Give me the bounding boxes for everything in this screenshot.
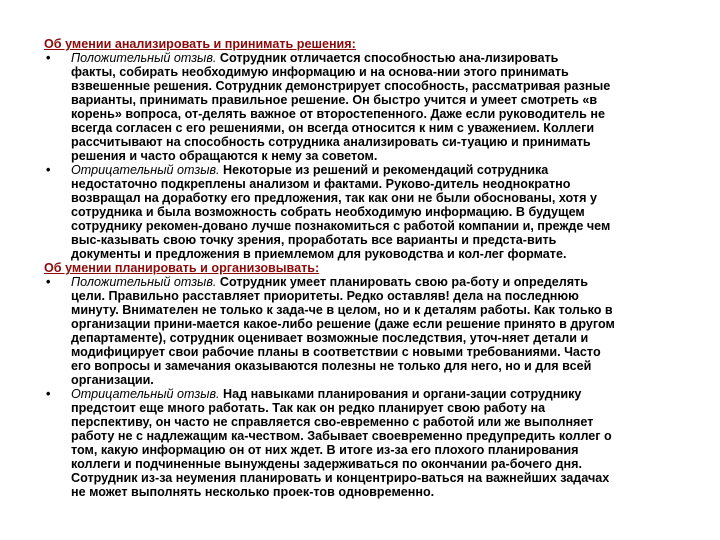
text-line: работу не с надлежащим ка-чеством. Забывает своевременно предупредить коллег о	[71, 429, 612, 443]
list-item-negative-review	[44, 387, 684, 499]
text-line: предстоит еще много работать. Так как он редко планирует свою работу на	[71, 401, 546, 415]
text-line: выс-казывать свою точку зрения, проработать все варианты и предста-вить	[71, 233, 557, 247]
text-line: коллеги и подчиненные вынуждены задерживаться по окончании ра-бочего дня.	[71, 457, 582, 471]
list-item-positive-review	[44, 51, 684, 163]
bullet-icon: •	[46, 163, 51, 177]
text-line: Сотрудник умеет планировать свою ра-боту и определять	[216, 275, 588, 289]
list-item-positive-review	[44, 275, 684, 387]
text-line: документы и предложения в приемлемом для руководства и кол-лег формате.	[71, 247, 567, 261]
bullet-icon: •	[46, 387, 51, 401]
text-line: Некоторые из решений и рекомендаций сотрудника	[219, 163, 549, 177]
text-line: Над навыками планирования и органи-зации сотруднику	[219, 387, 582, 401]
text-line: Сотрудник отличается способностью ана-лизировать	[216, 51, 559, 65]
text-line: цели. Правильно расставляет приоритеты. Редко оставляв! дела на последнюю	[71, 289, 579, 303]
text-line: сотрудника и была возможность собрать необходимую информацию. В будущем	[71, 205, 585, 219]
text-line: Сотрудник из-за неумения планировать и концентриро-ваться на важнейших задачах	[71, 471, 610, 485]
list-item-negative-review	[44, 163, 684, 261]
text-line: модифицирует свои рабочие планы в соответствии с новыми требованиями. Часто	[71, 345, 601, 359]
review-label: Отрицательный отзыв.	[71, 163, 220, 177]
bullet-icon: •	[46, 275, 51, 289]
text-line: рассчитывают на способность сотрудника анализировать си-туацию и принимать	[71, 135, 591, 149]
text-line: решения и часто обращаются к нему за советом.	[71, 149, 378, 163]
text-line: организации прини-мается какое-либо решение (даже если решение принято в другом	[71, 317, 615, 331]
text-line: организации.	[71, 373, 154, 387]
text-line: недостаточно подкреплены анализом и фактами. Руково-дитель неоднократно	[71, 177, 571, 191]
text-line: сотруднику рекомен-довано лучше познакомиться с работой компании и, прежде чем	[71, 219, 611, 233]
text-line: не может выполнять несколько проек-тов одновременно.	[71, 485, 435, 499]
review-label: Отрицательный отзыв.	[71, 387, 220, 401]
text-line: минуту. Внимателен не только к зада-че в целом, но и к деталям работы. Как только в	[71, 303, 613, 317]
text-line: том, какую информацию он от них ждет. В итоге из-за его плохого планирования	[71, 443, 579, 457]
bullet-icon: •	[46, 51, 51, 65]
text-line: корень» вопроса, от-делять важное от второстепенного. Даже если руководитель не	[71, 107, 605, 121]
text-line: возвращал на доработку его предложения, так как они не были обоснованы, хотя у	[71, 191, 597, 205]
text-line: взвешенные решения. Сотрудник демонстрирует способность, рассматривая разные	[71, 79, 611, 93]
text-line: факты, собирать необходимую информацию и на основа-нии этого принимать	[71, 65, 569, 79]
text-line: варианты, принимать правильное решение. Он быстро учится и умеет смотреть «в	[71, 93, 598, 107]
document	[44, 37, 684, 499]
section-heading: Об умении анализировать и принимать решения:	[44, 37, 356, 51]
review-label: Положительный отзыв.	[71, 51, 217, 65]
text-line: всегда согласен с его решениями, он всегда относится к ним с уважением. Коллеги	[71, 121, 595, 135]
section-heading: Об умении планировать и организовывать:	[44, 261, 320, 275]
text-line: его вопросы и замечания оказываются полезны не только для него, но и для всей	[71, 359, 592, 373]
review-label: Положительный отзыв.	[71, 275, 217, 289]
text-line: департаменте), сотрудник оценивает возможные последствия, уточ-няет детали и	[71, 331, 589, 345]
text-line: перспективу, он часто не справляется сво-евременно с работой или же выполняет	[71, 415, 594, 429]
